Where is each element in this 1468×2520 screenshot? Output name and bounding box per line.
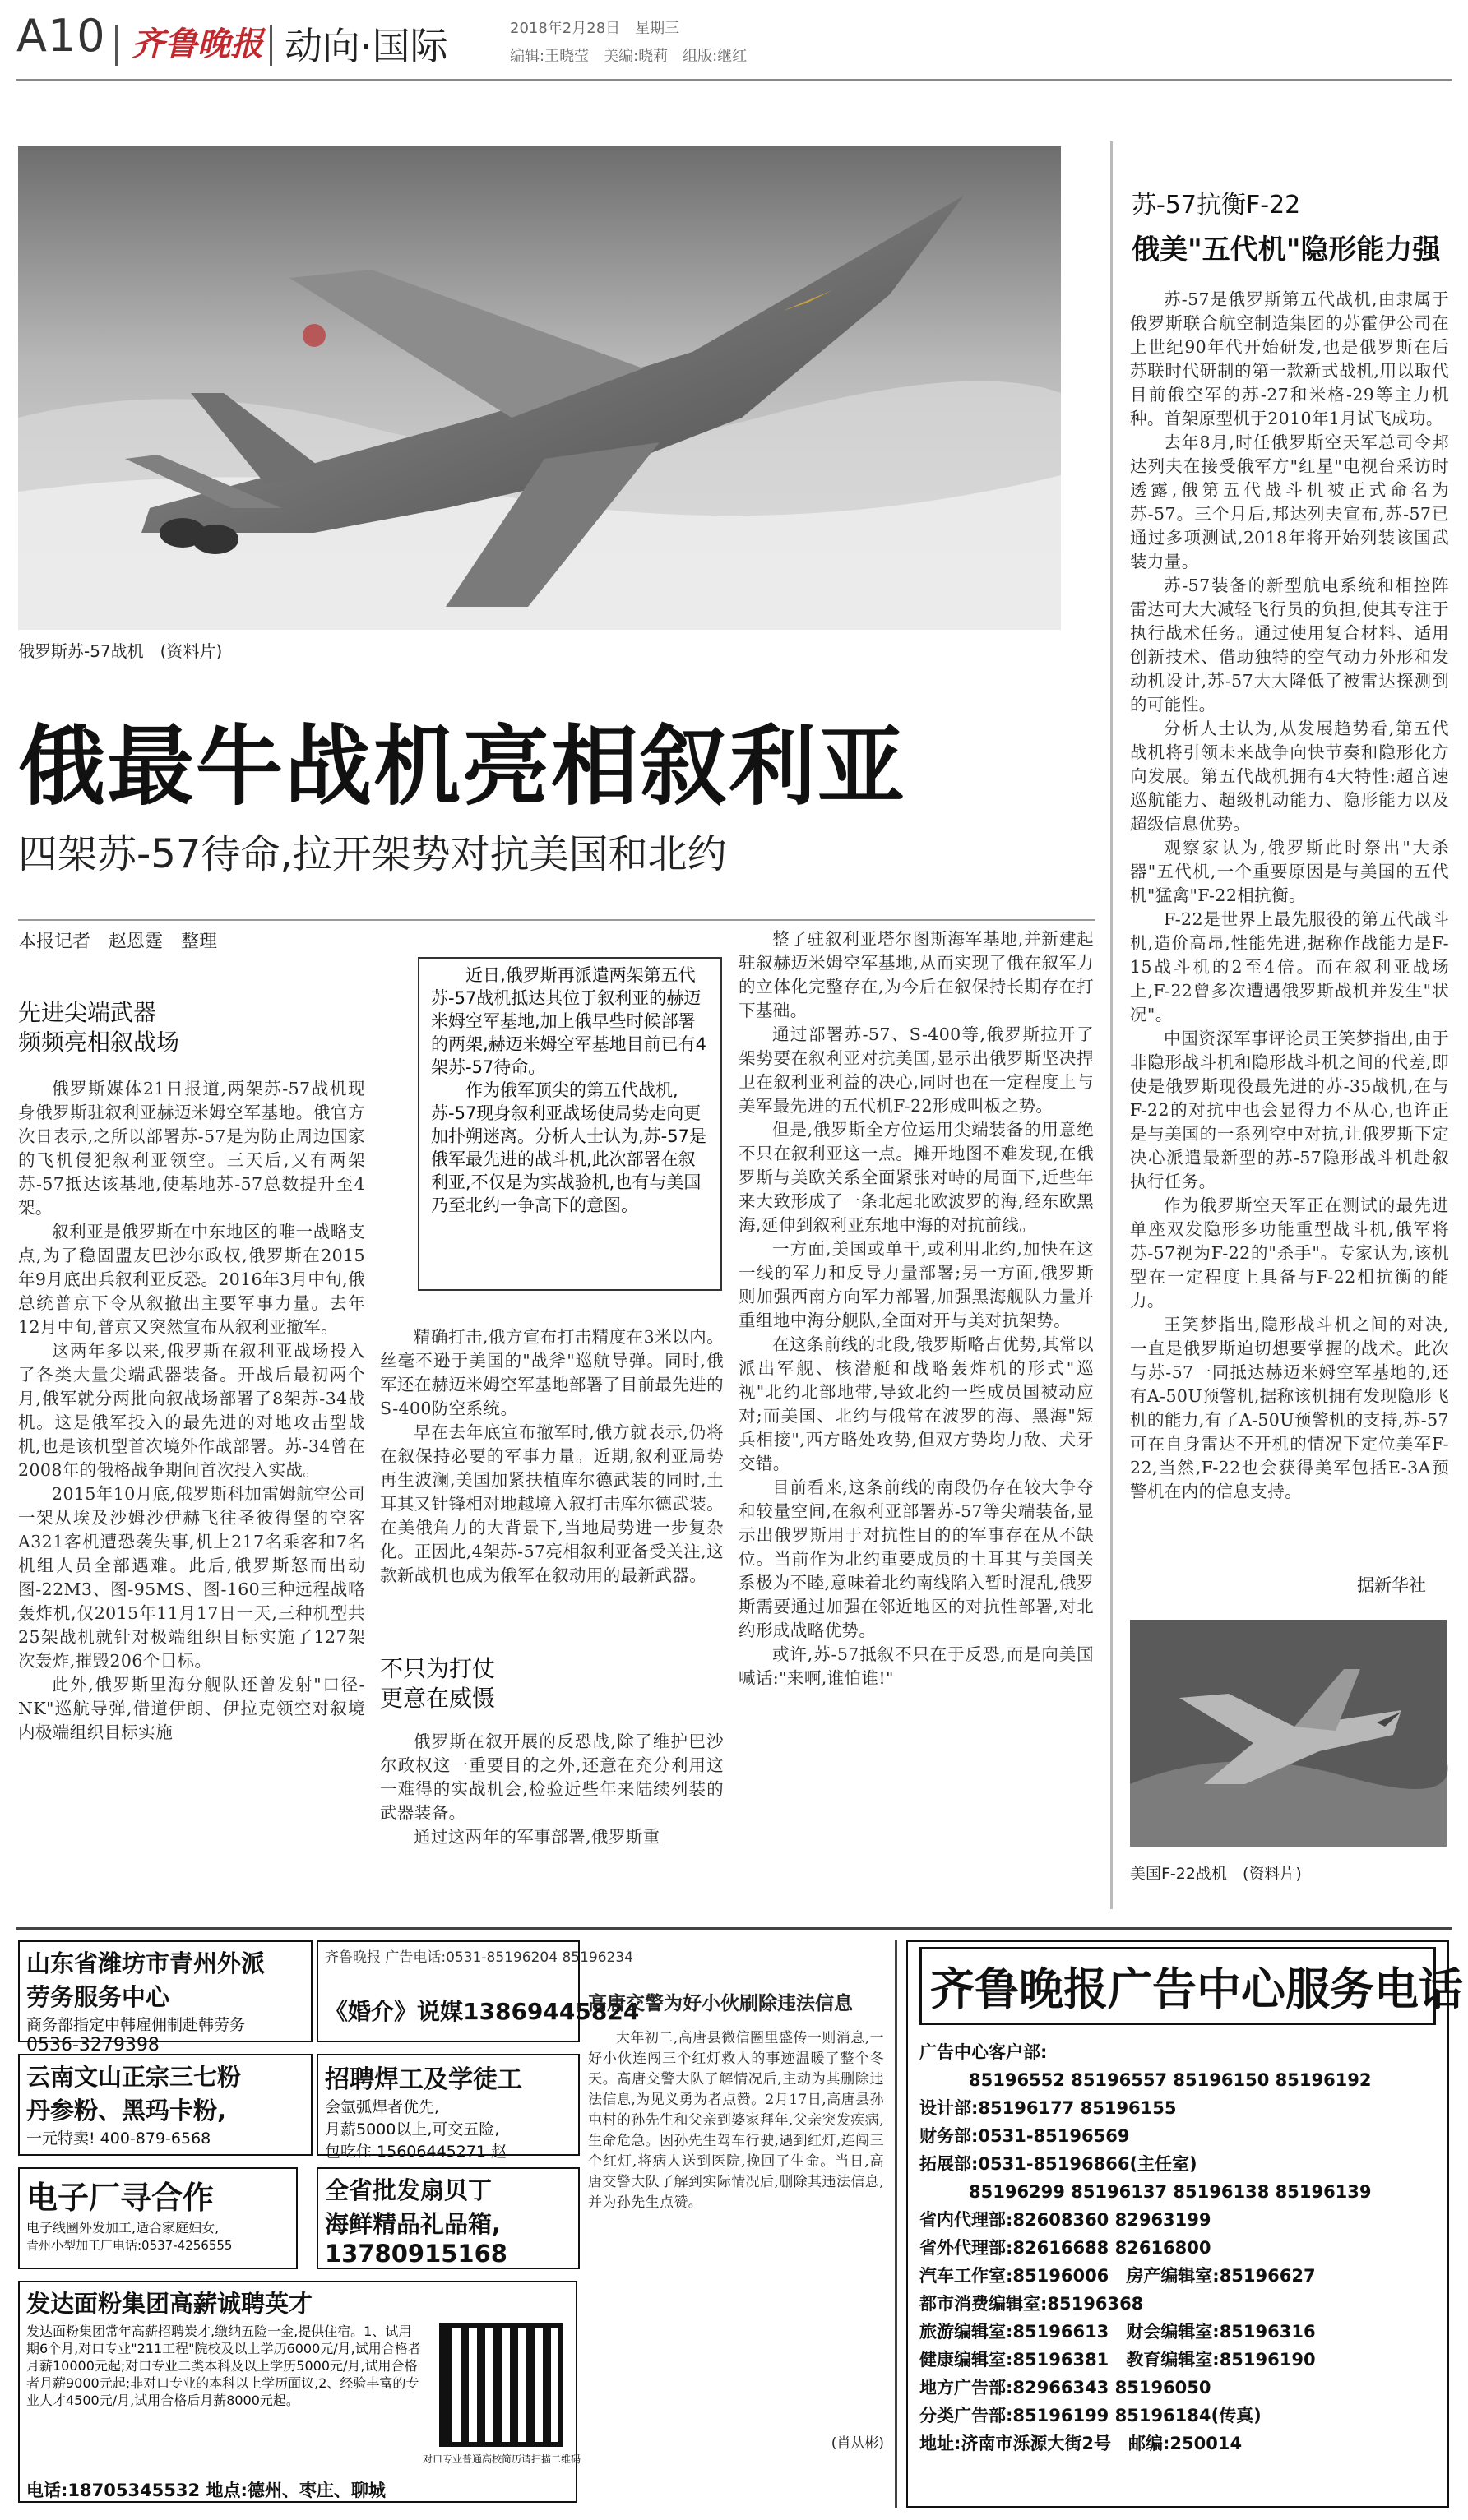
column-divider <box>1110 141 1113 1909</box>
ad-matchmaking <box>317 1940 640 2042</box>
ad-phone: 青州小型加工厂电话:0537-4256555 <box>26 2238 233 2253</box>
ad-divider <box>895 1940 897 2508</box>
ad-title: 山东省潍坊市青州外派 <box>26 1949 266 1977</box>
su57-photo <box>18 146 1061 630</box>
sidebar-title: 苏-57抗衡F-22 <box>1132 191 1301 220</box>
paragraph: 通过部署苏-57、S-400等,俄罗斯拉开了架势要在叙利亚对抗美国,显示出俄罗斯坚决捍卫在叙利亚利益的决心,同时也在一定程度上与美军最先进的五代机F-22形成叫板之势。 <box>739 1024 1094 1116</box>
article-column-2b <box>380 1730 724 1916</box>
ad-text: 电子线圈外发加工,适合家庭妇女, <box>26 2220 220 2236</box>
contact-line: 设计部:85196177 85196155 <box>919 2098 1177 2118</box>
ad-center-title: 齐鲁晚报广告中心服务电话 <box>919 1947 1436 2025</box>
ad-title: 海鲜精品礼品箱, <box>325 2210 502 2238</box>
subheadline: 四架苏-57待命,拉开架势对抗美国和北约 <box>18 831 727 877</box>
title-rule <box>18 919 1095 921</box>
contact-line: 旅游编辑室:85196613 财会编辑室:85196316 <box>919 2322 1316 2342</box>
paragraph: 精确打击,俄方宣布打击精度在3米以内。丝毫不逊于美国的"战斧"巡航导弹。同时,俄军还在赫迈米姆空军基地部署了目前最先进的S-400防空系统。 <box>380 1327 724 1418</box>
contact-line: 健康编辑室:85196381 教育编辑室:85196190 <box>919 2350 1316 2370</box>
ad-phone: 包吃住 15606445271 赵 <box>325 2143 507 2161</box>
ad-title: 招聘焊工及学徒工 <box>325 2065 522 2094</box>
ad-labor-service <box>18 1940 313 2055</box>
article-column-1 <box>18 1077 365 1916</box>
ad-text: 会氩弧焊者优先, <box>325 2098 440 2116</box>
brief-source: (肖从彬) <box>831 2435 884 2452</box>
page-number: A10 <box>16 10 106 62</box>
contact-line: 地址:济南市泺源大街2号 邮编:250014 <box>919 2434 1243 2453</box>
contact-line: 广告中心客户部: <box>919 2042 1048 2062</box>
ad-title: 丹参粉、黑玛卡粉, <box>26 2097 227 2125</box>
photo-caption: 俄罗斯苏-57战机 (资料片) <box>18 641 223 661</box>
brief-title: 高唐交警为好小伙刷除违法信息 <box>588 1993 853 2014</box>
headline: 俄最牛战机亮相叙利亚 <box>18 716 906 817</box>
ad-text: 月薪5000以上,可交五险, <box>325 2120 500 2139</box>
contact-line: 财务部:0531-85196569 <box>919 2126 1130 2146</box>
subhead-line: 不只为打仗 <box>380 1655 496 1682</box>
photo-caption: 美国F-22战机 (资料片) <box>1130 1865 1302 1883</box>
byline: 本报记者 赵恩霆 整理 <box>18 932 218 952</box>
ad-sanqi <box>18 2054 313 2156</box>
paragraph: 中国资深军事评论员王笑梦指出,由于非隐形战斗机和隐形战斗机之间的代差,即使是俄罗斯现役最先进的苏-35战机,在与F-22的对抗中也会显得力不从心,也许正是与美国的一系列空中对抗,让俄罗斯下定决心派遣最新型的苏-57隐形战斗机赴叙执行任务。 <box>1130 1029 1449 1191</box>
paragraph: 观察家认为,俄罗斯此时祭出"大杀器"五代机,一个重要原因是与美国的五代机"猛禽"F-22相抗衡。 <box>1130 838 1449 905</box>
article-column-2 <box>380 1325 724 1639</box>
paragraph: F-22是世界上最先服役的第五代战斗机,造价高昂,性能先进,据称作战能力是F-15战斗机的2至4倍。而在叙利亚战场上,F-22曾多次遭遇俄罗斯战机并发生"状况"。 <box>1130 909 1449 1024</box>
paragraph: 在这条前线的北段,俄罗斯略占优势,其常以派出军舰、核潜艇和战略轰炸机的形式"巡视"北约北部地带,导致北约一些成员国被动应对;而美国、北约与俄常在波罗的海、黑海"短兵相接",西方略处攻势,但双方势均力敌、犬牙交错。 <box>739 1334 1094 1473</box>
ad-scallop <box>317 2167 580 2269</box>
qr-caption: 对口专业普通高校简历请扫描二维码 <box>423 2453 581 2465</box>
ad-welder <box>317 2054 580 2161</box>
news-brief <box>588 1988 884 2452</box>
brief-text: 大年初二,高唐县微信圈里盛传一则消息,一好小伙连闯三个红灯救人的事迹温暖了整个冬天。高唐交警大队了解情况后,主动为其删除违法信息,为见义勇为者点赞。2月17日,高唐县孙屯村的孙先生和父亲到婆家拜年,父亲突发疾病,生命危急。因孙先生驾车行驶,遇到红灯,连闯三个红灯,将病人送到医院,挽回了生命。当日,高唐交警大队了解到实际情况后,删除其违法信息,并为孙先生点赞。 <box>588 2030 884 2211</box>
contact-line: 省内代理部:82608360 82963199 <box>919 2210 1211 2230</box>
paragraph: 早在去年底宣布撤军时,俄方就表示,仍将在叙保持必要的军事力量。近期,叙利亚局势再生波澜,美国加紧扶植库尔德武装的同时,土耳其又针锋相对地越境入叙打击库尔德武装。在美俄角力的大背景下,当地局势进一步复杂化。正因此,4架苏-57亮相叙利亚备受关注,这款新战机也成为俄军在叙动用的最新武器。 <box>380 1422 724 1585</box>
ad-title: 劳务服务中心 <box>26 1983 170 2011</box>
paragraph: 一方面,美国或单干,或利用北约,加快在这一线的军力和反导力量部署;另一方面,俄罗斯则加强西南方向军力部署,加强黑海舰队力量并重组地中海分舰队,全面对开与美对抗架势。 <box>739 1239 1094 1330</box>
lead-box <box>418 957 722 1291</box>
newspaper-logo: 齐鲁晚报 <box>132 25 263 63</box>
paragraph: 苏-57装备的新型航电系统和相控阵雷达可大大减轻飞行员的负担,使其专注于执行战术任务。通过使用复合材料、适用创新技术、借助独特的空气动力外形和发动机设计,苏-57大大降低了被雷达探测到的可能性。 <box>1130 576 1449 714</box>
paragraph: 苏-57是俄罗斯第五代战机,由隶属于俄罗斯联合航空制造集团的苏霍伊公司在上世纪90年代开始研发,也是俄罗斯在后苏联时代研制的第一款新式战机,用以取代目前俄空军的苏-27和米格-29等主力机种。首架原型机于2010年1月试飞成功。 <box>1130 289 1449 428</box>
header-divider <box>270 25 272 66</box>
contact-line: 都市消费编辑室:85196368 <box>919 2294 1144 2314</box>
ad-text: 商务部指定中韩雇佣制赴韩劳务 <box>26 2016 246 2034</box>
paragraph: 叙利亚是俄罗斯在中东地区的唯一战略支点,为了稳固盟友巴沙尔政权,俄罗斯在2015年9月底出兵叙利亚反恐。2016年3月中旬,俄总统普京下令从叙撤出主要军事力量。去年12月中旬,普京又突然宣布从叙利亚撤军。 <box>18 1222 365 1337</box>
paragraph: 王笑梦指出,隐形战斗机之间的对决,一直是俄罗斯迫切想要掌握的战术。此次与苏-57一同抵达赫迈米姆空军基地的,还有A-50U预警机,据称该机拥有发现隐形飞机的能力,有了A-50U预警机的支持,苏-57可在自身雷达不开机的情况下定位美军F-22,当然,F-22也会获得美军包括E-3A预警机在内的信息支持。 <box>1130 1315 1449 1501</box>
contact-line: 分类广告部:85196199 85196184(传真) <box>919 2406 1262 2425</box>
ad-phone: 一元特卖! 400-879-6568 <box>26 2129 211 2148</box>
f22-photo <box>1130 1620 1447 1847</box>
ad-text: 齐鲁晚报 广告电话:0531-85196204 85196234 <box>325 1949 633 1966</box>
ad-phone: 0536-3279398 <box>26 2035 160 2055</box>
issue-date: 2018年2月28日 星期三 <box>510 20 680 37</box>
ad-title: 发达面粉集团高薪诚聘英才 <box>26 2290 313 2318</box>
ad-text: 发达面粉集团常年高薪招聘炭才,缴纳五险一金,提供住宿。1、试用期6个月,对口专业"211工程"院校及以上学历6000元/月,试用合格者月薪10000元起;对口专业二类本科及以上学历5000元/月,试用合格者月薪9000元起;非对口专业的本科以上学历面议,2、经验丰富的专业人才4500元/月,试用合格后月薪8000元起。 <box>26 2323 421 2408</box>
contact-line: 地方广告部:82966343 85196050 <box>919 2378 1211 2397</box>
contact-line: 85196299 85196137 85196138 85196139 <box>969 2182 1372 2202</box>
sidebar-subtitle: 俄美"五代机"隐形能力强 <box>1132 234 1441 266</box>
paragraph: 俄罗斯在叙开展的反恐战,除了维护巴沙尔政权这一重要目的之外,还意在充分利用这一难得的实战机会,检验近些年来陆续列装的武器装备。 <box>380 1732 724 1823</box>
ad-phone: 13780915168 <box>325 2240 507 2268</box>
paragraph: 去年8月,时任俄罗斯空天军总司令邦达列夫在接受俄军方"红星"电视台采访时透露,俄第五代战斗机被正式命名为苏-57。三个月后,邦达列夫宣布,苏-57已通过多项测试,2018年将开始列装该国武装力量。 <box>1130 432 1449 571</box>
news-source: 据新华社 <box>1357 1575 1426 1595</box>
ad-title: 全省批发扇贝丁 <box>325 2176 493 2204</box>
contact-line: 汽车工作室:85196006 房产编辑室:85196627 <box>919 2266 1316 2286</box>
lead-paragraph: 近日,俄罗斯再派遣两架第五代苏-57战机抵达其位于叙利亚的赫迈米姆空军基地,加上俄早些时候部署的两架,赫迈米姆空军基地目前已有4架苏-57待命。 <box>431 965 707 1077</box>
ad-separator <box>16 1927 1452 1930</box>
header-divider <box>115 25 118 66</box>
contact-line: 拓展部:0531-85196866(主任室) <box>919 2154 1197 2174</box>
paragraph: 或许,苏-57抵叙不只在于反恐,而是向美国喊话:"来啊,谁怕谁!" <box>739 1644 1094 1688</box>
ad-flour-group <box>18 2281 581 2503</box>
ad-title: 云南文山正宗三七粉 <box>26 2063 242 2091</box>
subhead-line: 更意在威慑 <box>380 1685 496 1712</box>
sidebar-body <box>1130 288 1449 1570</box>
ad-title: 电子厂寻合作 <box>26 2180 215 2216</box>
section-subhead <box>18 998 179 1057</box>
paragraph: 这两年多以来,俄罗斯在叙利亚战场投入了各类大量尖端武器装备。开战后最初两个月,俄军就分两批向叙战场部署了8架苏-34战机。这是俄军投入的最先进的对地攻击型战机,也是该机型首次境外作战部署。苏-34曾在2008年的俄格战争期间首次投入实战。 <box>18 1341 365 1480</box>
paragraph: 整了驻叙利亚塔尔图斯海军基地,并新建起驻叙赫迈米姆空军基地,从而实现了俄在叙军力的立体化完整存在,为今后在叙保持长期存在打下基础。 <box>739 929 1094 1020</box>
ad-phone: 电话:18705345532 地点:德州、枣庄、聊城 <box>26 2481 386 2500</box>
article-column-3 <box>739 927 1094 1916</box>
ad-electronics <box>18 2167 298 2269</box>
paragraph: 俄罗斯媒体21日报道,两架苏-57战机现身俄罗斯驻叙利亚赫迈米姆空军基地。俄官方次日表示,之所以部署苏-57是为防止周边国家的飞机侵犯叙利亚领空。三天后,又有两架苏-57抵达该基地,使基地苏-57总数提升至4架。 <box>18 1079 365 1218</box>
paragraph: 目前看来,这条前线的南段仍存在较大争夺和较量空间,在叙利亚部署苏-57等尖端装备,显示出俄罗斯用于对抗性目的的军事存在从不缺位。当前作为北约重要成员的土耳其与美国关系极为不睦,意味着北约南线陷入暂时混乱,俄罗斯需要通过加强在邻近地区的对抗性部署,对北约形成战略优势。 <box>739 1477 1094 1640</box>
section-subhead <box>380 1654 495 1713</box>
ad-center-box <box>906 1940 1463 2508</box>
lead-paragraph: 作为俄军顶尖的第五代战机,苏-57现身叙利亚战场使局势走向更加扑朔迷离。分析人士认为,苏-57是俄军最先进的战斗机,此次部署在叙利亚,不仅是为实战验机,也有与美国乃至北约一争高下的意图。 <box>431 1080 706 1215</box>
subhead-line: 先进尖端武器 <box>18 999 157 1026</box>
paragraph: 作为俄罗斯空天军正在测试的最先进单座双发隐形多功能重型战斗机,俄军将苏-57视为F-22的"杀手"。专家认为,该机型在一定程度上具备与F-22相抗衡的能力。 <box>1130 1195 1449 1311</box>
editor-credits: 编辑:王晓莹 美编:晓莉 组版:继红 <box>510 48 748 65</box>
paragraph: 分析人士认为,从发展趋势看,第五代战机将引领未来战争向快节奏和隐形化方向发展。第五代战机拥有4大特性:超音速巡航能力、超级机动能力、隐形能力以及超级信息优势。 <box>1130 719 1449 834</box>
paragraph: 2015年10月底,俄罗斯科加雷姆航空公司一架从埃及沙姆沙伊赫飞往圣彼得堡的空客A321客机遭恐袭失事,机上217名乘客和7名机组人员全部遇难。此后,俄罗斯怒而出动图-22M3、图-95MS、图-160三种远程战略轰炸机,仅2015年11月17日一天,三种机型共25架战机就针对极端组织目标实施了127架次轰炸,摧毁206个目标。 <box>18 1484 365 1671</box>
paragraph: 但是,俄罗斯全方位运用尖端装备的用意绝不只在叙利亚这一点。摊开地图不难发现,在俄罗斯与美欧关系全面紧张对峙的局面下,近些年来大致形成了一条北起北欧波罗的海,经东欧黑海,延伸到叙利亚东地中海的对抗前线。 <box>739 1120 1094 1235</box>
paragraph: 此外,俄罗斯里海分舰队还曾发射"口径-NK"巡航导弹,借道伊朗、伊拉克领空对叙境内极端组织目标实施 <box>18 1675 365 1742</box>
section-title: 动向·国际 <box>285 24 448 68</box>
ad-title: 《婚介》说媒13869445824 <box>325 1998 640 2025</box>
contact-line: 省外代理部:82616688 82616800 <box>919 2238 1211 2258</box>
subhead-line: 频频亮相叙战场 <box>18 1029 180 1056</box>
paragraph: 通过这两年的军事部署,俄罗斯重 <box>414 1827 660 1847</box>
contact-line: 85196552 85196557 85196150 85196192 <box>969 2070 1372 2090</box>
qr-code-icon <box>439 2323 563 2447</box>
header-rule <box>16 79 1452 81</box>
